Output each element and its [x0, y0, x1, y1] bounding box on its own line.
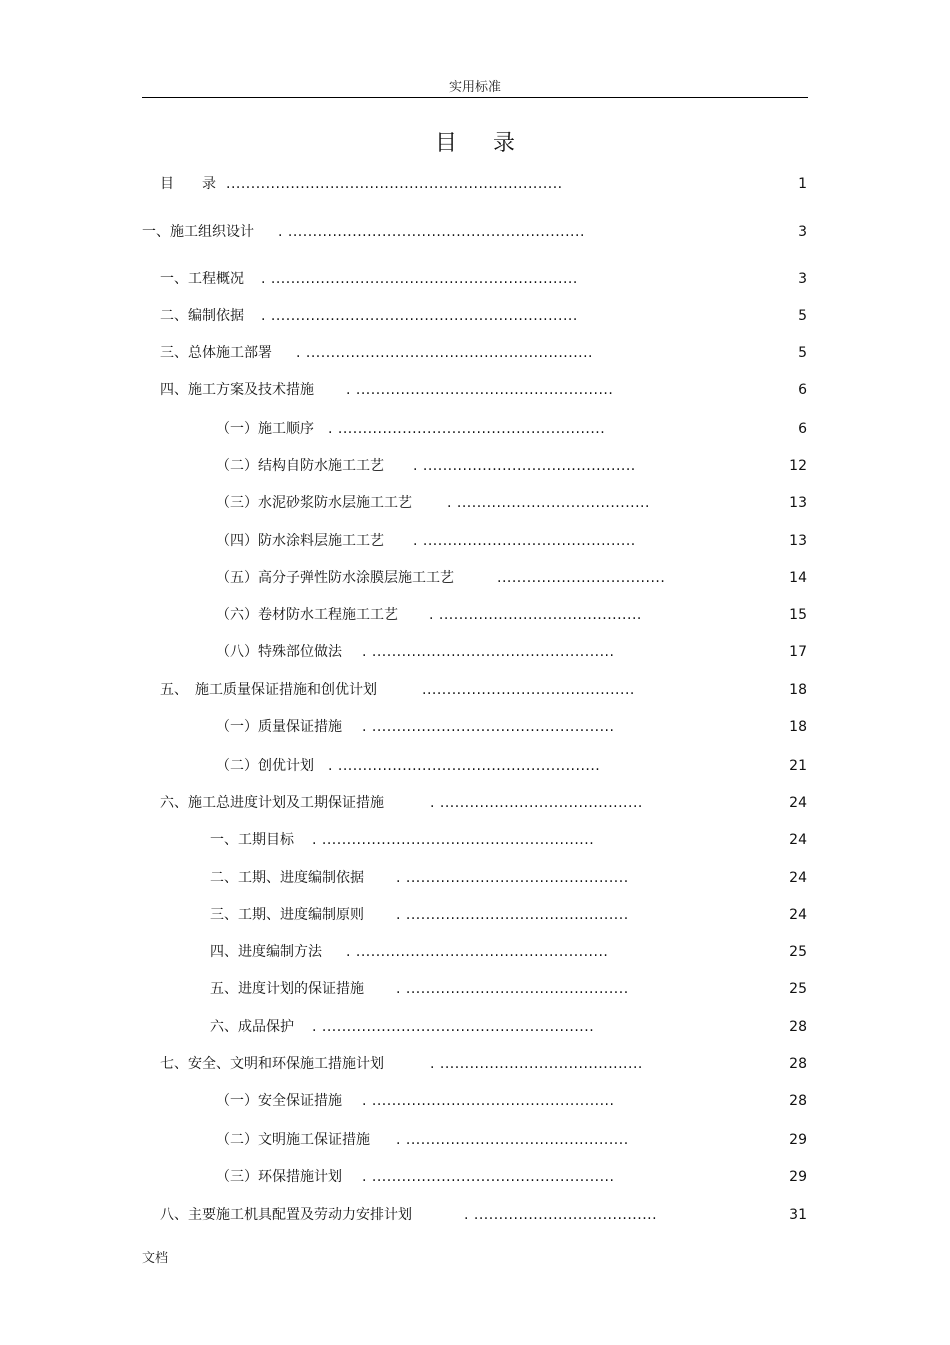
page-header: 实用标准: [448, 80, 501, 95]
toc-entry-label: 五、进度计划的保证措施: [210, 981, 364, 997]
toc-entry[interactable]: [0, 829, 950, 851]
toc-entry-leader: . ..........................................................: [296, 345, 594, 361]
toc-entry[interactable]: [0, 978, 950, 1000]
toc-entry-leader: . .............................................: [396, 907, 629, 923]
toc-entry[interactable]: [0, 679, 950, 701]
toc-entry-leader: . .............................................: [396, 870, 629, 886]
toc-entry-leader: . .........................................: [429, 607, 642, 623]
toc-entry[interactable]: [0, 755, 950, 777]
toc-entry-page-number: 5: [798, 345, 807, 361]
toc-entry[interactable]: [0, 221, 950, 243]
toc-entry[interactable]: [0, 792, 950, 814]
toc-entry-leader: . .......................................: [447, 495, 650, 511]
toc-entry-label: （一）安全保证措施: [216, 1093, 342, 1109]
toc-entry-leader: . .............................................: [396, 1132, 629, 1148]
toc-entry-leader: . .................................................: [362, 1169, 615, 1185]
toc-entry-page-number: 24: [789, 907, 807, 923]
toc-entry-leader: . ...........................................: [413, 458, 636, 474]
toc-entry[interactable]: [0, 604, 950, 626]
toc-entry[interactable]: [0, 1204, 950, 1226]
toc-entry[interactable]: [0, 941, 950, 963]
toc-entry-label: 一、施工组织设计: [142, 224, 254, 240]
toc-entry-label: 四、施工方案及技术措施: [160, 382, 314, 398]
toc-entry-label: 一、工程概况: [160, 271, 244, 287]
toc-entry-leader: . ..............................................................: [261, 271, 578, 287]
toc-entry[interactable]: [0, 173, 950, 195]
toc-entry-leader: . ............................................................: [278, 224, 585, 240]
toc-entry-page-number: 3: [798, 271, 807, 287]
toc-entry-label: 六、成品保护: [210, 1019, 294, 1035]
toc-entry-leader: . .................................................: [362, 1093, 615, 1109]
toc-entry-page-number: 12: [789, 458, 807, 474]
toc-entry-page-number: 28: [789, 1056, 807, 1072]
toc-entry-leader: . .........................................: [430, 1056, 643, 1072]
toc-entry[interactable]: [0, 418, 950, 440]
toc-entry-leader: . ...................................................: [346, 944, 609, 960]
toc-entry-page-number: 3: [798, 224, 807, 240]
toc-entry[interactable]: [0, 867, 950, 889]
toc-entry-leader: ....................................................................: [226, 176, 563, 192]
toc-entry-label: 三、总体施工部署: [160, 345, 272, 361]
toc-entry-page-number: 25: [789, 981, 807, 997]
toc-entry-page-number: 25: [789, 944, 807, 960]
toc-entry-page-number: 18: [789, 682, 807, 698]
toc-entry-label: （五）高分子弹性防水涂膜层施工工艺: [216, 570, 454, 586]
toc-entry[interactable]: [0, 567, 950, 589]
toc-entry[interactable]: [0, 904, 950, 926]
toc-entry-page-number: 28: [789, 1093, 807, 1109]
toc-entry-page-number: 6: [798, 421, 807, 437]
toc-entry-label: （六）卷材防水工程施工工艺: [216, 607, 398, 623]
header-rule: [142, 97, 808, 98]
toc-entry-label: （四）防水涂料层施工工艺: [216, 533, 384, 549]
toc-entry-label: 目 录: [160, 176, 216, 192]
toc-entry-page-number: 29: [789, 1132, 807, 1148]
toc-entry-page-number: 13: [789, 495, 807, 511]
toc-entry-label: （二）结构自防水施工工艺: [216, 458, 384, 474]
toc-entry-page-number: 6: [798, 382, 807, 398]
toc-entry-page-number: 14: [789, 570, 807, 586]
toc-entry-page-number: 24: [789, 870, 807, 886]
toc-entry-label: （二）创优计划: [216, 758, 314, 774]
toc-entry-page-number: 1: [798, 176, 807, 192]
toc-entry-page-number: 31: [789, 1207, 807, 1223]
toc-entry-leader: . ..............................................................: [261, 308, 578, 324]
toc-entry-page-number: 29: [789, 1169, 807, 1185]
toc-entry[interactable]: [0, 530, 950, 552]
toc-entry[interactable]: [0, 305, 950, 327]
toc-entry-label: （八）特殊部位做法: [216, 644, 342, 660]
toc-title: 目录: [434, 131, 551, 156]
toc-entry-leader: . .................................................: [362, 644, 615, 660]
toc-entry[interactable]: [0, 455, 950, 477]
toc-entry-leader: ...........................................: [422, 682, 635, 698]
toc-entry-label: 四、进度编制方法: [210, 944, 322, 960]
toc-entry-page-number: 18: [789, 719, 807, 735]
toc-entry-page-number: 24: [789, 832, 807, 848]
toc-entry-label: （二）文明施工保证措施: [216, 1132, 370, 1148]
toc-entry[interactable]: [0, 716, 950, 738]
toc-entry[interactable]: [0, 1016, 950, 1038]
toc-entry-page-number: 21: [789, 758, 807, 774]
toc-entry[interactable]: [0, 1129, 950, 1151]
toc-entry-label: 二、编制依据: [160, 308, 244, 324]
toc-entry[interactable]: [0, 1090, 950, 1112]
toc-entry[interactable]: [0, 492, 950, 514]
toc-entry-leader: . .......................................................: [312, 832, 595, 848]
toc-entry-label: 五、 施工质量保证措施和创优计划: [160, 682, 377, 698]
toc-entry-page-number: 24: [789, 795, 807, 811]
toc-entry-leader: . .................................................: [362, 719, 615, 735]
toc-entry-page-number: 17: [789, 644, 807, 660]
toc-entry[interactable]: [0, 641, 950, 663]
toc-entry-label: （三）水泥砂浆防水层施工工艺: [216, 495, 412, 511]
toc-entry-leader: . ......................................................: [328, 421, 606, 437]
toc-entry-leader: . .......................................................: [312, 1019, 595, 1035]
toc-entry-label: 八、主要施工机具配置及劳动力安排计划: [160, 1207, 412, 1223]
toc-entry-label: 六、施工总进度计划及工期保证措施: [160, 795, 384, 811]
toc-entry[interactable]: [0, 379, 950, 401]
toc-entry-page-number: 13: [789, 533, 807, 549]
page-footer: 文档: [142, 1251, 169, 1266]
toc-entry-label: 一、工期目标: [210, 832, 294, 848]
toc-entry-leader: ..................................: [497, 570, 666, 586]
toc-entry-page-number: 15: [789, 607, 807, 623]
toc-entry-label: 七、安全、文明和环保施工措施计划: [160, 1056, 384, 1072]
toc-entry-leader: . ....................................................: [346, 382, 614, 398]
toc-entry-leader: . .............................................: [396, 981, 629, 997]
toc-entry-label: 三、工期、进度编制原则: [210, 907, 364, 923]
toc-entry-page-number: 28: [789, 1019, 807, 1035]
toc-entry-label: （一）施工顺序: [216, 421, 314, 437]
toc-entry-leader: . .....................................: [464, 1207, 658, 1223]
toc-entry-leader: . .....................................................: [328, 758, 601, 774]
toc-entry-label: （一）质量保证措施: [216, 719, 342, 735]
toc-entry-leader: . ...........................................: [413, 533, 636, 549]
toc-entry-label: 二、工期、进度编制依据: [210, 870, 364, 886]
toc-entry-label: （三）环保措施计划: [216, 1169, 342, 1185]
toc-entry-page-number: 5: [798, 308, 807, 324]
toc-entry[interactable]: [0, 342, 950, 364]
toc-entry-leader: . .........................................: [430, 795, 643, 811]
toc-entry[interactable]: [0, 1053, 950, 1075]
toc-entry[interactable]: [0, 1166, 950, 1188]
toc-entry[interactable]: [0, 268, 950, 290]
